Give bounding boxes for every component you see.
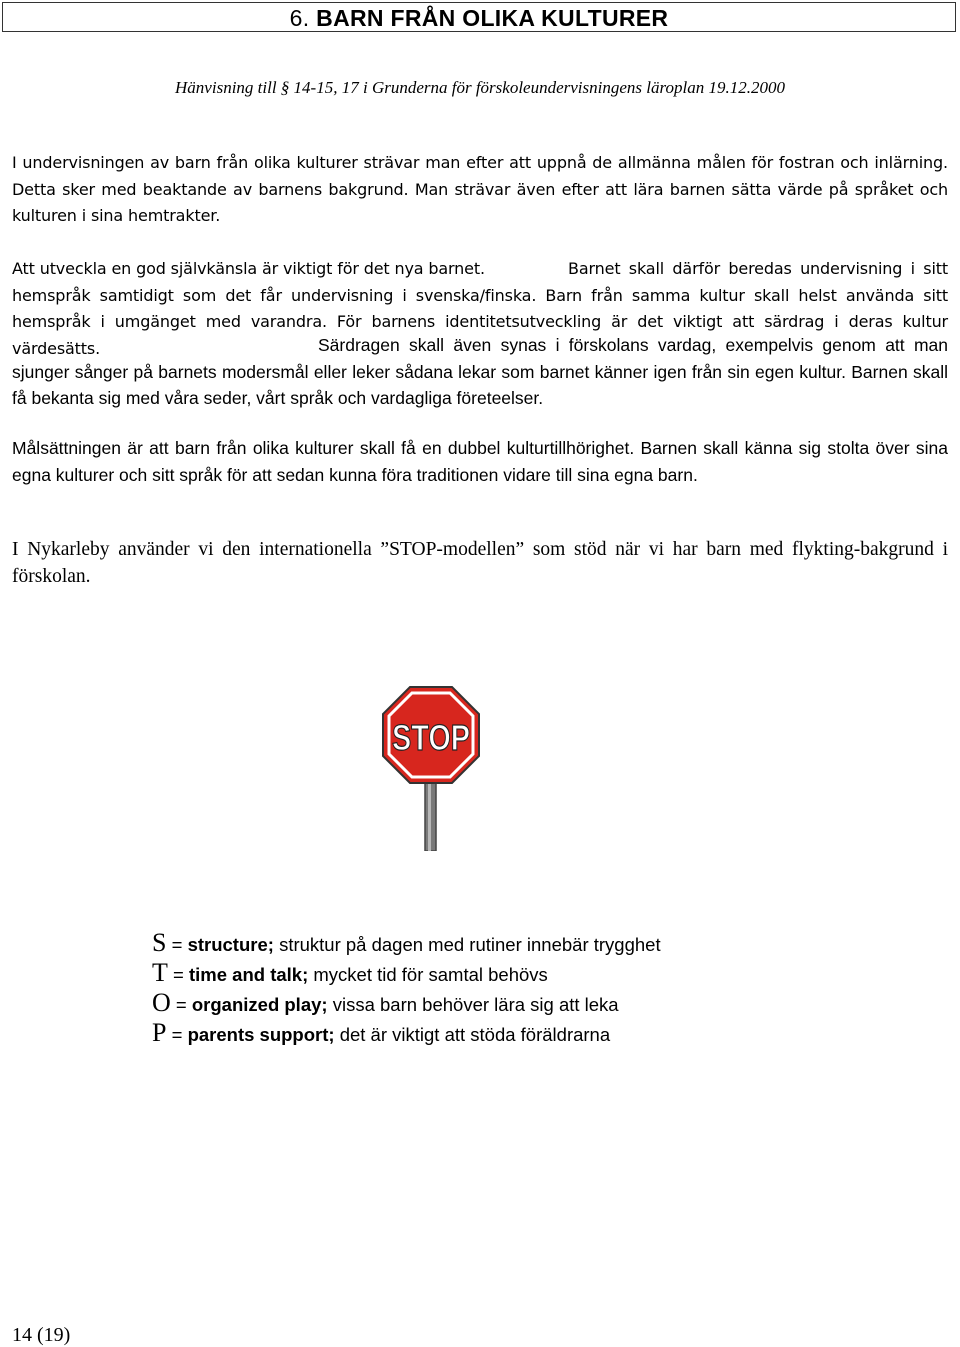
model-letter: P <box>152 1018 167 1047</box>
model-description: det är viktigt att stöda föräldrarna <box>339 1024 611 1045</box>
stop-sign-image <box>381 685 481 851</box>
sign-label: STOP <box>392 717 470 758</box>
chapter-number: 6. <box>289 5 310 31</box>
self-esteem-sentence: Att utveckla en god självkänsla är viktigt för det nya barnet. <box>12 259 485 278</box>
stop-model-list <box>152 928 852 1048</box>
intro-paragraph: I undervisningen av barn från olika kulturer strävar man efter att uppnå de allmänna målen för fostran och inlärning. Detta sker med beaktande av barnens bakgrund. Man strävar även efter att lära barnen sätta värde på språket och kulturen i sina hemtrakter. <box>12 153 948 225</box>
equals-sign: = <box>175 994 187 1015</box>
model-term: structure; <box>187 934 274 955</box>
chapter-header <box>2 2 956 32</box>
equals-sign: = <box>171 934 183 955</box>
equals-sign: = <box>171 1024 183 1045</box>
home-language-paragraph: Barnet skall därför beredas undervisning i sitt hemspråk samtidigt som det får undervisning i svenska/finska. Barn från samma kultur skall helst använda sitt hemspråk i umgänget med varandra. För barnens identitetsutveckling är det viktigt att särdrag i deras kultur värdesätts. <box>12 259 948 358</box>
cultural-traits-paragraph: Särdragen skall även synas i förskolans vardag, exempelvis genom att man sjunger sånger på barnets modersmål eller leker sådana lekar som barnet känner igen från sin egen kultur. Barnen skall få bekanta sig med våra seder, vårt språk och vardagliga företeelser. <box>12 335 948 408</box>
model-letter: S <box>152 928 167 957</box>
chapter-title: BARN FRÅN OLIKA KULTURER <box>316 5 669 31</box>
stop-model-item-o <box>152 988 852 1018</box>
model-letter: T <box>152 958 168 987</box>
stop-model-intro: I Nykarleby använder vi den internationella ”STOP-modellen” som stöd när vi har barn med flykting-bakgrund i förskolan. <box>12 539 948 587</box>
model-letter: O <box>152 988 171 1017</box>
stop-model-item-t <box>152 958 852 988</box>
stop-model-item-p <box>152 1018 852 1048</box>
model-term: time and talk; <box>188 964 309 985</box>
model-term: organized play; <box>191 994 328 1015</box>
goal-paragraph: Målsättningen är att barn från olika kulturer skall få en dubbel kulturtillhörighet. Barnen skall känna sig stolta över sina egna kulturer och sitt språk för att sedan kunna föra traditionen vidare till sina egna barn. <box>12 438 948 485</box>
model-description: struktur på dagen med rutiner innebär trygghet <box>279 934 661 955</box>
stop-model-item-s <box>152 928 852 958</box>
page-number: 14 (19) <box>12 1324 71 1346</box>
stop-sign-icon <box>381 685 481 851</box>
model-description: vissa barn behöver lära sig att leka <box>332 994 619 1015</box>
model-description: mycket tid för samtal behövs <box>313 964 548 985</box>
curriculum-reference: Hänvisning till § 14-15, 17 i Grunderna för förskoleundervisningens läroplan 19.12.2000 <box>175 78 785 97</box>
equals-sign: = <box>173 964 184 985</box>
model-term: parents support; <box>187 1024 335 1045</box>
